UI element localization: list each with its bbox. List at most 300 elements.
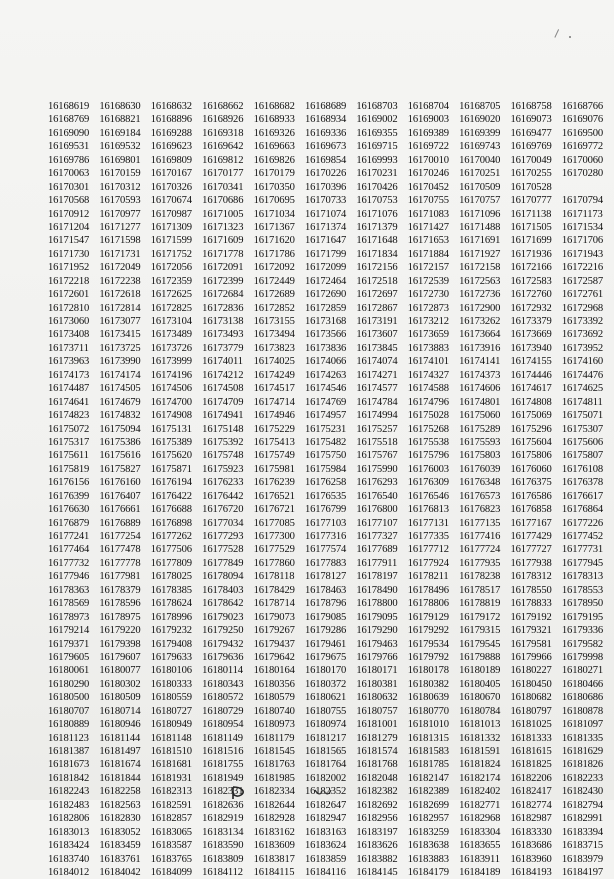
- number-cell: 16180500: [48, 692, 90, 704]
- number-cell: 16176889: [99, 517, 141, 529]
- number-row: [48, 611, 608, 624]
- number-cell: 16180670: [459, 692, 501, 704]
- number-cell: 16175317: [48, 436, 90, 448]
- number-cell: 16176399: [48, 490, 90, 502]
- number-cell: 16168896: [150, 114, 192, 126]
- number-cell: 16171083: [407, 208, 449, 220]
- number-cell: 16182430: [561, 786, 604, 798]
- number-cell: 16170350: [253, 181, 295, 193]
- number-cell: 16169076: [561, 114, 604, 126]
- number-cell: 16180189: [459, 665, 501, 677]
- number-cell: 16171074: [304, 208, 347, 220]
- number-cell: 16176407: [99, 490, 141, 502]
- number-cell: 16175296: [510, 423, 552, 435]
- number-cell: 16172873: [407, 302, 449, 314]
- number-cell: 16173155: [253, 316, 295, 327]
- number-cell: 16170179: [253, 168, 295, 180]
- number-cell: 16168630: [99, 101, 141, 112]
- number-cell: 16179336: [561, 625, 604, 637]
- number-cell: 16169399: [459, 127, 501, 139]
- number-cell: 16174617: [510, 383, 552, 395]
- number-cell: 16182382: [356, 786, 398, 798]
- number-cell: 16174141: [459, 356, 501, 368]
- number-cell: 16183817: [253, 853, 295, 865]
- number-cell: 16181764: [304, 759, 347, 771]
- number-cell: 16178596: [99, 598, 141, 610]
- number-cell: 16174101: [407, 356, 449, 368]
- number-cell: 16183626: [356, 840, 398, 852]
- number-cell: 16184193: [510, 866, 552, 878]
- number-cell: 16175069: [510, 410, 552, 422]
- number-cell: 16175616: [99, 450, 141, 462]
- number-cell: 16180106: [150, 665, 192, 677]
- number-cell: 16170794: [561, 195, 604, 207]
- number-cell: 16169722: [407, 141, 449, 153]
- number-cell: 16181629: [561, 746, 604, 757]
- number-cell: 16180171: [356, 665, 398, 677]
- number-cell: 16180271: [561, 665, 604, 677]
- number-cell: 16174808: [510, 396, 552, 408]
- number-cell: 16178385: [150, 584, 192, 596]
- number-cell: 16169389: [407, 127, 449, 139]
- number-cell: 16177327: [356, 531, 398, 542]
- number-cell: 16171609: [202, 235, 244, 247]
- number-cell: 16173138: [202, 316, 244, 327]
- number-cell: 16168704: [407, 101, 449, 112]
- number-cell: 16180061: [48, 665, 90, 677]
- number-cell: 16179250: [202, 625, 244, 637]
- number-cell: 16173607: [356, 329, 398, 341]
- number-row: [48, 463, 608, 476]
- number-cell: 16175482: [304, 436, 347, 448]
- number-cell: 16180784: [459, 705, 501, 717]
- number-cell: 16178800: [356, 598, 398, 610]
- number-cell: 16172625: [150, 289, 192, 301]
- number-cell: 16179966: [510, 651, 552, 663]
- number-cell: 16182991: [561, 813, 604, 825]
- number-cell: 16176108: [561, 463, 604, 475]
- cut-off-handwriting: [230, 785, 252, 804]
- number-cell: 16170341: [202, 181, 244, 193]
- number-cell: 16176535: [304, 490, 347, 502]
- number-cell: 16180878: [561, 705, 604, 717]
- number-cell: 16179286: [304, 625, 347, 637]
- number-cell: 16180405: [459, 678, 501, 690]
- number-cell: 16177464: [48, 544, 90, 556]
- number-cell: 16180509: [99, 692, 141, 704]
- number-cell: 16182417: [510, 786, 552, 798]
- number-cell: 16175748: [202, 450, 244, 462]
- number-cell: 16180946: [99, 719, 141, 731]
- number-cell: 16183163: [304, 826, 347, 838]
- number-cell: 16176898: [150, 517, 192, 529]
- number-cell: 16178379: [99, 584, 141, 596]
- number-row: [48, 396, 608, 409]
- number-cell: 16171488: [459, 221, 501, 233]
- number-cell: 16180559: [150, 692, 192, 704]
- number-cell: 16182258: [99, 786, 141, 798]
- number-cell: 16182956: [356, 813, 398, 825]
- number-cell: 16179461: [304, 638, 347, 650]
- number-cell: 16173669: [510, 329, 552, 341]
- number-cell: 16182002: [304, 772, 347, 784]
- number-cell: 16173916: [459, 342, 501, 354]
- number-cell: 16169500: [561, 127, 604, 139]
- number-row: [48, 208, 608, 221]
- number-cell: 16179172: [459, 611, 501, 623]
- number-cell: 16176060: [510, 463, 552, 475]
- number-cell: 16178211: [407, 571, 449, 583]
- number-cell: 16175604: [510, 436, 552, 448]
- number-cell: 16174908: [150, 410, 192, 422]
- number-cell: 16181844: [99, 772, 141, 784]
- number-cell: 16177727: [510, 544, 552, 556]
- number-cell: 16175803: [459, 450, 501, 462]
- number-cell: 16175871: [150, 463, 192, 475]
- number-cell: 16181785: [407, 759, 449, 771]
- number-cell: 16178950: [561, 598, 604, 610]
- number-cell: 16172932: [510, 302, 552, 314]
- number-cell: 16171952: [48, 262, 90, 274]
- number-row: [48, 275, 608, 288]
- number-cell: 16174546: [304, 383, 347, 395]
- number-cell: 16177452: [561, 531, 604, 542]
- number-cell: 16171534: [561, 221, 604, 233]
- number-cell: 16173883: [407, 342, 449, 354]
- number-cell: 16172464: [304, 275, 347, 287]
- number-cell: 16183330: [510, 826, 552, 838]
- number-cell: 16175257: [356, 423, 398, 435]
- number-cell: 16181591: [459, 746, 501, 757]
- number-cell: 16173836: [304, 342, 347, 354]
- number-cell: 16170246: [407, 168, 449, 180]
- number-cell: 16179675: [304, 651, 347, 663]
- number-cell: 16168934: [304, 114, 347, 126]
- number-row: [48, 543, 608, 556]
- number-cell: 16181768: [356, 759, 398, 771]
- number-cell: 16179095: [356, 611, 398, 623]
- number-cell: 16175538: [407, 436, 449, 448]
- number-cell: 16183013: [48, 826, 90, 838]
- number-cell: 16171752: [150, 248, 192, 260]
- number-cell: 16179582: [561, 638, 604, 650]
- number-row: [48, 664, 608, 677]
- number-cell: 16173077: [99, 316, 141, 327]
- number-cell: 16170312: [99, 181, 141, 193]
- number-cell: 16171309: [150, 221, 192, 233]
- number-cell: 16170733: [304, 195, 347, 207]
- number-cell: 16174212: [202, 369, 244, 381]
- number-cell: 16175307: [561, 423, 604, 435]
- number-cell: 16171277: [99, 221, 141, 233]
- number-cell: 16181387: [48, 746, 90, 757]
- number-cell: 16173392: [561, 316, 604, 327]
- number-cell: 16176239: [253, 477, 295, 489]
- number-cell: 16176348: [459, 477, 501, 489]
- number-cell: 16172836: [202, 302, 244, 314]
- number-cell: 16170301: [48, 181, 90, 193]
- number-cell: 16171005: [202, 208, 244, 220]
- number-cell: 16182647: [304, 799, 347, 811]
- number-cell: 16181826: [561, 759, 604, 771]
- number-cell: 16174957: [304, 410, 347, 422]
- number-cell: 16175231: [304, 423, 347, 435]
- number-cell: 16182483: [48, 799, 90, 811]
- number-cell: 16183259: [407, 826, 449, 838]
- number-cell: 16171648: [356, 235, 398, 247]
- number-cell: 16169809: [150, 154, 192, 166]
- number-cell: 16173999: [150, 356, 192, 368]
- number-cell: 16177293: [202, 531, 244, 542]
- number-cell: 16177335: [407, 531, 449, 542]
- number-cell: 16181217: [304, 732, 347, 744]
- number-cell: 16179642: [253, 651, 295, 663]
- number-cell: 16178996: [150, 611, 192, 623]
- number-cell: 16179607: [99, 651, 141, 663]
- number-cell: 16177778: [99, 557, 141, 569]
- number-cell: 16182771: [459, 799, 501, 811]
- number-cell: 16180290: [48, 678, 90, 690]
- number-cell: 16175767: [356, 450, 398, 462]
- number-cell: 16182857: [150, 813, 192, 825]
- number-row: [48, 799, 608, 812]
- number-row: [48, 624, 608, 637]
- number-cell: 16168619: [48, 101, 90, 112]
- number-cell: 16182048: [356, 772, 398, 784]
- number-cell: 16179545: [459, 638, 501, 650]
- number-cell: 16180450: [510, 678, 552, 690]
- scan-speck: [569, 36, 571, 38]
- number-cell: 16170167: [150, 168, 192, 180]
- number-cell: 16177254: [99, 531, 141, 542]
- number-row: [48, 342, 608, 355]
- number-cell: 16176378: [561, 477, 604, 489]
- number-cell: 16178127: [304, 571, 347, 583]
- number-cell: 16183655: [459, 840, 501, 852]
- number-cell: 16175611: [48, 450, 89, 462]
- number-cell: 16175389: [150, 436, 192, 448]
- number-cell: 16170695: [253, 195, 295, 207]
- number-cell: 16170452: [407, 181, 449, 193]
- number-cell: 16174811: [561, 396, 603, 408]
- number-cell: 16173952: [561, 342, 604, 354]
- number-row: [48, 154, 608, 167]
- number-cell: 16170396: [304, 181, 347, 193]
- number-cell: 16176617: [561, 490, 604, 502]
- number-cell: 16181949: [202, 772, 244, 784]
- number-cell: 16174823: [48, 410, 90, 422]
- number-cell: 16183859: [304, 853, 347, 865]
- number-cell: 16172760: [510, 289, 552, 301]
- number-cell: 16182644: [253, 799, 295, 811]
- number-row: [48, 826, 608, 839]
- number-cell: 16180382: [407, 678, 449, 690]
- number-cell: 16180974: [304, 719, 347, 731]
- number-cell: 16177429: [510, 531, 552, 542]
- number-cell: 16177262: [150, 531, 192, 542]
- number-cell: 16178429: [253, 584, 295, 596]
- number-cell: 16179192: [510, 611, 552, 623]
- number-cell: 16181565: [304, 746, 347, 757]
- number-cell: 16179463: [356, 638, 398, 650]
- number-cell: 16171505: [510, 221, 552, 233]
- number-cell: 16181574: [356, 746, 398, 757]
- number-cell: 16177574: [304, 544, 347, 556]
- number-row: [48, 503, 608, 516]
- number-cell: 16181497: [99, 746, 141, 757]
- number-cell: 16174508: [202, 383, 244, 395]
- number-cell: 16170528: [510, 181, 552, 193]
- number-cell: 16171799: [304, 248, 347, 260]
- number-cell: 16181681: [150, 759, 192, 771]
- number-cell: 16180797: [510, 705, 552, 717]
- number-cell: 16180333: [150, 678, 192, 690]
- number-row: [48, 570, 608, 583]
- number-cell: 16175518: [356, 436, 398, 448]
- number-cell: 16180954: [202, 719, 244, 731]
- number-cell: 16176573: [459, 490, 501, 502]
- number-cell: 16170251: [459, 168, 501, 180]
- number-cell: 16168703: [356, 101, 398, 112]
- number-row: [48, 302, 608, 315]
- number-cell: 16169993: [356, 154, 398, 166]
- number-cell: 16172156: [356, 262, 398, 274]
- number-cell: 16181545: [253, 746, 295, 757]
- number-row: [48, 557, 608, 570]
- number-cell: 16178118: [253, 571, 295, 583]
- number-cell: 16170060: [561, 154, 604, 166]
- number-cell: 16182334: [253, 786, 295, 798]
- number-cell: 16181674: [99, 759, 141, 771]
- number-cell: 16168821: [99, 114, 141, 126]
- number-cell: 16172218: [48, 275, 90, 287]
- number-cell: 16180466: [561, 678, 604, 690]
- number-cell: 16177938: [510, 557, 552, 569]
- number-cell: 16176156: [48, 477, 90, 489]
- number-cell: 16175148: [202, 423, 244, 435]
- number-cell: 16170159: [99, 168, 141, 180]
- number-cell: 16182928: [253, 813, 295, 825]
- number-cell: 16184116: [304, 866, 346, 878]
- number-cell: 16181025: [510, 719, 552, 731]
- number-row: [48, 718, 608, 731]
- number-cell: 16176422: [150, 490, 192, 502]
- number-cell: 16169531: [48, 141, 90, 153]
- number-cell: 16171936: [510, 248, 552, 260]
- number-cell: 16173726: [150, 342, 192, 354]
- number-cell: 16181842: [48, 772, 90, 784]
- number-cell: 16181583: [407, 746, 449, 757]
- number-cell: 16183590: [202, 840, 244, 852]
- number-cell: 16179220: [99, 625, 141, 637]
- number-cell: 16182233: [561, 772, 604, 784]
- number-cell: 16169532: [99, 141, 141, 153]
- number-cell: 16172736: [459, 289, 501, 301]
- number-cell: 16178238: [459, 571, 501, 583]
- number-cell: 16181931: [150, 772, 192, 784]
- number-cell: 16175984: [304, 463, 347, 475]
- number-cell: 16171778: [202, 248, 244, 260]
- number-cell: 16184197: [561, 866, 604, 878]
- number-cell: 16174588: [407, 383, 449, 395]
- number-cell: 16174946: [253, 410, 295, 422]
- number-cell: 16175620: [150, 450, 192, 462]
- number-row: [48, 261, 608, 274]
- number-cell: 16175807: [561, 450, 604, 462]
- number-cell: 16182947: [304, 813, 347, 825]
- number-cell: 16171647: [304, 235, 347, 247]
- number-cell: 16169772: [561, 141, 604, 153]
- number-cell: 16178550: [510, 584, 552, 596]
- number-cell: 16181148: [150, 732, 192, 744]
- number-row: [48, 812, 608, 825]
- number-cell: 16171323: [202, 221, 244, 233]
- number-cell: 16184012: [48, 866, 90, 878]
- number-cell: 16173415: [99, 329, 141, 341]
- number-cell: 16170040: [459, 154, 501, 166]
- number-cell: 16169715: [356, 141, 398, 153]
- number-cell: 16169642: [202, 141, 244, 153]
- number-cell: 16172539: [407, 275, 449, 287]
- number-cell: 16172216: [561, 262, 604, 274]
- number-cell: 16173659: [407, 329, 449, 341]
- number-row: [48, 853, 608, 866]
- number-cell: 16169743: [459, 141, 501, 153]
- number-cell: 16174155: [510, 356, 552, 368]
- number-row: [48, 839, 608, 852]
- number-cell: 16170231: [356, 168, 398, 180]
- number-cell: 16179023: [202, 611, 244, 623]
- number-cell: 16171374: [304, 221, 347, 233]
- number-cell: 16178403: [202, 584, 244, 596]
- number-cell: 16176879: [48, 517, 90, 529]
- number-cell: 16176630: [48, 504, 90, 516]
- number-row: [48, 328, 608, 341]
- number-cell: 16171034: [253, 208, 295, 220]
- number-cell: 16172859: [304, 302, 347, 314]
- number-cell: 16180757: [356, 705, 398, 717]
- number-cell: 16175819: [48, 463, 90, 475]
- number-cell: 16182957: [407, 813, 449, 825]
- number-cell: 16180714: [99, 705, 141, 717]
- number-cell: 16182591: [150, 799, 192, 811]
- number-cell: 16178714: [253, 598, 295, 610]
- number-cell: 16182830: [99, 813, 141, 825]
- number-cell: 16173104: [150, 316, 192, 327]
- number-cell: 16180639: [407, 692, 449, 704]
- number-cell: 16177911: [356, 557, 398, 569]
- number-row: [48, 584, 608, 597]
- number-cell: 16181010: [407, 719, 449, 731]
- number-cell: 16177528: [202, 544, 244, 556]
- number-cell: 16174832: [99, 410, 141, 422]
- number-cell: 16177416: [459, 531, 501, 542]
- number-cell: 16181332: [459, 732, 501, 744]
- number-cell: 16182174: [459, 772, 501, 784]
- number-cell: 16176800: [356, 504, 398, 516]
- number-cell: 16169673: [304, 141, 347, 153]
- number-cell: 16173489: [150, 329, 192, 341]
- number-row: [48, 234, 608, 247]
- number-cell: 16172618: [99, 289, 141, 301]
- number-cell: 16174160: [561, 356, 604, 368]
- number-cell: 16174577: [356, 383, 398, 395]
- number-cell: 16170987: [150, 208, 192, 220]
- number-cell: 16172601: [48, 289, 90, 301]
- number-cell: 16175827: [99, 463, 141, 475]
- number-cell: 16173779: [202, 342, 244, 354]
- number-cell: 16175749: [253, 450, 295, 462]
